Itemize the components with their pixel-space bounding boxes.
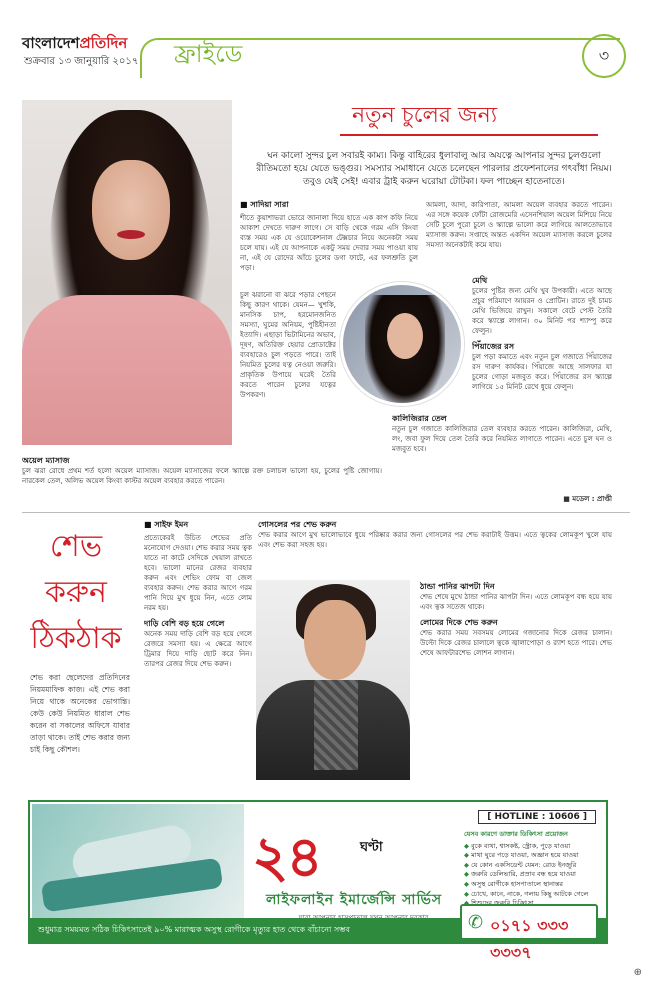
emergency-service-ad <box>28 800 608 962</box>
circle-photo-face <box>387 313 423 359</box>
story2-title-line3: ঠিকঠাক <box>30 621 122 656</box>
page-number: ৩ <box>582 34 626 78</box>
ad-service-name: লাইফলাইন ইমার্জেন্সি সার্ভিস <box>266 892 443 908</box>
list-item: ◆ চোখে, কানে, নাকে, গলায় কিছু আটকে গেলে <box>464 890 606 900</box>
story1-source: ■ মডেল : প্রাপ্তী <box>563 495 612 503</box>
story2-title-line1: শেভ <box>49 529 103 564</box>
story2-intro: শেভ করা ছেলেদের প্রতিদিনের নিয়মমাফিক কাজ। এই শেভ করা নিয়ে থাকে অনেকের ভোগান্তি। কেউ কেউ নিয়মিত ধারাল শেভ করেন বা সকালের অফিসে যাবার তাড়া থাকে। তাই শেভ করার জন্য চাই কিছু কৌশল। <box>30 673 130 754</box>
story1-kalijira <box>392 414 612 496</box>
hero-lips <box>117 230 145 239</box>
story2-col2-top <box>258 520 612 576</box>
story2-title <box>30 524 122 662</box>
story1-headline: নতুন চুলের জন্য <box>352 103 498 128</box>
kalijira-text: নতুন চুল গজাতে কালিজিরার তেল ব্যবহার করতে পারেন। কালিজিরা, মেথি, লং, জবা ফুল দিয়ে তেল তৈরি করে নিয়মিত লাগাতে পারেন। এতে চুল ঘন ও মজবুত হবে। <box>392 425 612 453</box>
list-item: ◆ মাথা ঘুরে পড়ে যাওয়া, অজ্ঞান হয়ে যাওয়া <box>464 851 606 861</box>
bath-heading: গোসলের পর শেভ করুন <box>258 520 337 529</box>
story2-col1-text: প্রত্যেকেরই উচিত শেভের প্রতি মনোযোগ দেওয়া। শেভ করার সময় ত্বক যাতে না কাটে সেদিকে খেয়াল রাখতে হবে। ভালো মানের রেজর ব্যবহার করুন এবং শেভিং ফোম বা জেল ব্যবহার করুন। শেভ করার আগে গরম পানি দিয়ে মুখ ধুয়ে নিন, এতে লোম নরম হয়। <box>144 534 252 612</box>
story2-title-line2: করুন <box>45 575 107 610</box>
massage-heading: অয়েল ম্যাসাজ <box>22 456 70 465</box>
direction-heading: লোমের দিকে শেভ করুন <box>420 618 498 627</box>
story2-col1 <box>144 520 252 780</box>
headline-underline <box>340 134 598 136</box>
ad-ambulance-image <box>32 804 244 918</box>
onion-heading: পিঁয়াজের রস <box>472 342 514 351</box>
list-item: ◆ যে কোন একসিডেন্ট যেমন: রোড ইনজুরি <box>464 861 606 871</box>
phone-icon: ✆ <box>468 912 484 933</box>
shave-photo-face <box>304 600 366 680</box>
story1-byline: ■ সাদিয়া সারা <box>240 200 289 209</box>
shave-photo-scarf <box>314 680 358 770</box>
shave-photo <box>256 580 410 780</box>
kalijira-heading: কালিজিরার তেল <box>392 414 447 423</box>
ad-reason-list <box>464 830 606 909</box>
story1-col2-top <box>426 200 612 270</box>
story1-col1-mid <box>240 290 336 426</box>
list-item: ◆ অসুস্থ রোগীকে হাসপাতালে স্থানান্তর <box>464 880 606 890</box>
brand-suffix: প্রতিদিন <box>79 34 128 52</box>
ad-24-digits: ২৪ <box>252 824 321 890</box>
story1-col2-p1: আমলা, আদা, কারিপাতা, আমলা অয়েল ব্যবহার করতে পারেন। এর সঙ্গে কয়েক ফোঁটা রোজমেরি এসেনশিয়াল অয়েল মিশিয়ে নিয়ে সেটি চুলে পুরো চুলে ও স্ক্যাল্পে ভালো করে লাগিয়ে আলতোভাবে ম্যাসাজ করুন। সপ্তাহে অন্তত একদিন অয়েল ম্যাসাজ করলে চুলের সমস্যা অনেকটাই কমে যায়। <box>426 201 612 249</box>
bath-text: শেভ করার আগে মুখ ভালোভাবে ধুয়ে পরিষ্কার করার জন্য গোসলের পর শেভ করাটাই উত্তম। এতে ত্বকের লোমকূপ খুলে যায় এবং শেভ করা সহজ হয়। <box>258 531 612 549</box>
story1-col1-p2: চুল ঝরানো বা ঝরে পড়ার পেছনে কিছু কারণ থাকে। যেমন— খুশকি, মানসিক চাপ, হরমোনজনিত সমস্যা, ঘুমের অনিয়ম, পুষ্টিহীনতা ইত্যাদি। এছাড়া ভিটামিনের অভাব, দূষণ, অতিরিক্ত হেয়ার প্রোডাক্টের ব্যবহারেও চুল পড়তে পারে। তাই নিয়মিত চুলের যত্ন নেওয়া জরুরি। প্রাকৃতিক উপায়ে ঘরেই তৈরি করতে পারেন চুলের যত্নের উপকরণ। <box>240 291 336 399</box>
story2-byline: ■ সাইফ ইমন <box>144 520 189 529</box>
story1-methi <box>472 270 612 400</box>
list-item: ◆ বুকে ব্যথা, শ্বাসকষ্ট, স্ট্রোক, পুড়ে যাওয়া <box>464 842 606 852</box>
methi-text: চুলের পুষ্টির জন্য মেথি খুব উপকারী। এতে আছে প্রচুর পরিমাণে আয়রন ও প্রোটিন। রাতে দুই চামচ মেথি ভিজিয়ে রাখুন। সকালে বেটে পেস্ট তৈরি করে স্ক্যাল্পে লাগান। ৩০ মিনিট পর শ্যাম্পু করে ফেলুন। <box>472 287 612 335</box>
onion-text: চুল পড়া কমাতে এবং নতুন চুল গজাতে পিঁয়াজের রস দারুণ কার্যকর। পিঁয়াজে আছে সালফার যা চুলের গোড়া মজবুত করে। পিঁয়াজের রস স্ক্যাল্পে লাগিয়ে ১৫ মিনিট রেখে ধুয়ে ফেলুন। <box>472 353 612 391</box>
list-item: ◆ জরুরি ডেলিভারি, প্রস্রাব বন্ধ হয়ে যাওয়া <box>464 870 606 880</box>
brand-prefix: বাংলাদেশ <box>22 34 80 52</box>
ad-phone-box <box>460 904 598 962</box>
story2-col3 <box>420 582 612 782</box>
ad-phone-number: ০১৭১ ৩৩৩ ৩৩৩৭ <box>490 916 569 962</box>
ad-footer-text: শুধুমাত্র সময়মত সঠিক চিকিৎসাতেই ৯০% মারাত্মক অসুস্থ রোগীকে মৃত্যুর হাত থেকে বাঁচানো সম্ভব <box>38 925 350 934</box>
ad-footer-bar <box>30 912 606 962</box>
section-divider <box>22 512 630 513</box>
massage-text: চুল ঝরা রোধে প্রথম শর্ত হলো অয়েল ম্যাসাজ। অয়েল ম্যাসাজের ফলে স্ক্যাল্পে রক্ত চলাচল ভালো হয়, চুলের পুষ্টি জোগায়। নারকেল তেল, অলিভ অয়েল কিংবা কাস্টর অয়েল ব্যবহার করতে পারেন। <box>22 467 382 485</box>
direction-text: শেভ করার সময় সবসময় লোমের গজানোর দিকে রেজর চালান। উল্টো দিকে রেজর চালালে ত্বকে জ্বালাপোড়া ও র‍্যাশ হতে পারে। শেভ শেষে আফটারশেভ লোশন লাগান। <box>420 629 612 657</box>
hero-face <box>92 160 170 260</box>
hero-sweater <box>22 295 232 445</box>
hero-photo <box>22 100 232 445</box>
circle-photo <box>340 282 464 406</box>
ad-ghonta: ঘণ্টা <box>360 840 383 855</box>
story1-massage <box>22 456 382 506</box>
issue-date: শুক্রবার ১৩ জানুয়ারি ২০১৭ <box>24 56 139 67</box>
section-title: ফ্রাইডে <box>174 40 243 68</box>
registration-mark-icon: ⊕ <box>633 967 642 978</box>
story1-intro: ঘন কালো সুন্দর চুল সবারই কাম্য। কিন্তু বাহিরের ধুলাবালু আর অযত্নে আপনার সুন্দর চুলগুলো রীতিমতো হয়ে যেতে ভঙ্গুর। সমস্যার সমাধানে যেতে চলেছেন পারলার প্রফেশনালের গৎবাঁধা নিয়ম। তবুও যেই সেই! এবার ট্রাই করুন ঘরোয়া টোটকা। ফল পাচ্ছেন হাতেনাতে। <box>256 151 612 187</box>
story1-col1-top <box>240 200 418 280</box>
beard-text: অনেক সময় দাড়ি বেশি বড় হয়ে গেলে রেজরে সমস্যা হয়। এ ক্ষেত্রে আগে ট্রিমার দিয়ে দাড়ি ছোট করে নিন। তারপর রেজর দিয়ে শেভ করুন। <box>144 630 252 668</box>
page-header <box>22 30 630 88</box>
beard-heading: দাড়ি বেশি বড় হয়ে গেলে <box>144 619 225 628</box>
water-heading: ঠান্ডা পানির ঝাপটা দিন <box>420 582 495 591</box>
ad-hotline: [ HOTLINE : 10606 ] <box>478 810 596 824</box>
story1-col1-p1: শীতে কুয়াশাভরা ভোরে জানালা দিয়ে হাতে এক কাপ কফি নিয়ে আকাশ দেখতে দারুণ লাগে। সে বাড়ি থেকে গরম এসি কিংবা ব্যস্ত সময় এক যে ওয়োকেশনাল টেক্সচার নিয়ে অনেকটা সময় চলে যায়। এই যে আপনাকে একটু সময় দেবার সময় পাওয়া যায় না, এই যে রোদের আঁচে চুলের ডগা ফাটে, এর ফলশ্রুতি চুল পড়া। <box>240 214 418 272</box>
methi-heading: মেথি <box>472 276 488 285</box>
water-text: শেভ শেষে মুখে ঠান্ডা পানির ঝাপটা দিন। এতে লোমকূপ বন্ধ হয়ে যায় এবং ত্বক সতেজ থাকে। <box>420 593 612 611</box>
ad-list-heading: যেসব কারণে ডাক্তার ডিকিৎসা প্রয়োজন <box>464 830 568 838</box>
